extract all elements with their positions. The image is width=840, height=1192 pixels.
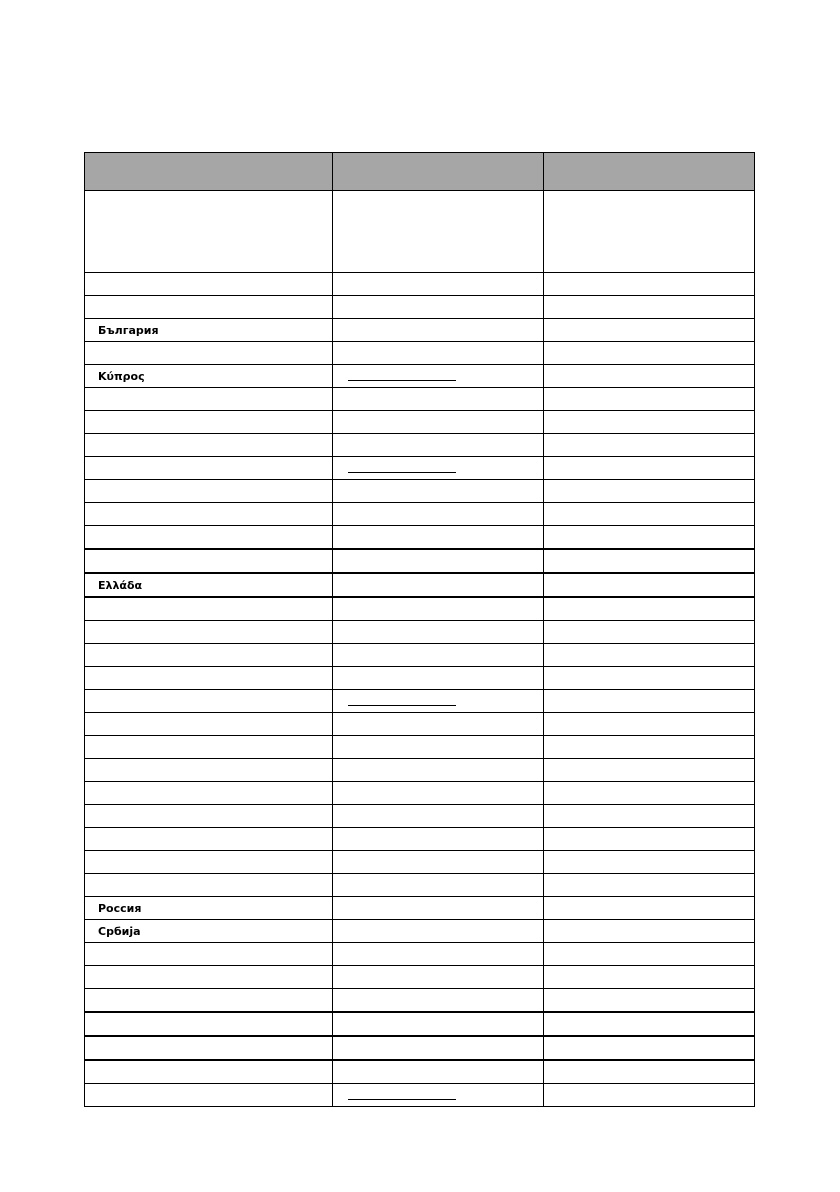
country-cell [85,457,333,480]
country-cell [85,1084,333,1107]
info-cell [544,713,755,736]
info-cell [544,296,755,319]
table-body [85,191,755,1107]
country-cell [85,1060,333,1084]
info-cell [544,273,755,296]
info-cell [544,1012,755,1036]
info-cell [544,690,755,713]
table-row [85,1036,755,1060]
contact-cell [333,388,544,411]
info-cell [544,897,755,920]
table-row [85,966,755,989]
info-cell [544,782,755,805]
table-row [85,897,755,920]
table-row [85,597,755,621]
contact-cell [333,365,544,388]
contact-cell [333,1060,544,1084]
country-table [84,152,755,1107]
table-row [85,388,755,411]
contact-cell [333,736,544,759]
table-row [85,851,755,874]
column-header-country [85,153,333,191]
country-cell [85,273,333,296]
info-cell [544,667,755,690]
table-row [85,621,755,644]
country-cell [85,1012,333,1036]
contact-cell [333,319,544,342]
table-row [85,319,755,342]
country-cell [85,782,333,805]
country-cell [85,1036,333,1060]
contact-cell [333,1084,544,1107]
table-row [85,1012,755,1036]
table-row [85,874,755,897]
contact-cell [333,1036,544,1060]
table-row [85,828,755,851]
country-cell [85,713,333,736]
contact-cell [333,690,544,713]
contact-cell [333,296,544,319]
table-row [85,503,755,526]
contact-cell [333,273,544,296]
info-cell [544,920,755,943]
contact-cell [333,782,544,805]
country-cell [85,989,333,1013]
info-cell [544,388,755,411]
info-cell [544,411,755,434]
info-cell [544,644,755,667]
table-row [85,920,755,943]
contact-cell [333,1012,544,1036]
country-cell [85,503,333,526]
contact-cell [333,342,544,365]
info-cell [544,342,755,365]
contact-cell [333,526,544,550]
info-cell [544,365,755,388]
table-row [85,759,755,782]
contact-cell [333,644,544,667]
contact-cell [333,920,544,943]
country-cell [85,597,333,621]
info-cell [544,736,755,759]
table-row [85,457,755,480]
contact-cell [333,828,544,851]
country-cell: Ελλάδα [85,573,333,597]
table-row [85,296,755,319]
hyperlink-underline[interactable] [348,372,456,381]
contact-cell [333,874,544,897]
country-cell [85,736,333,759]
hyperlink-underline[interactable] [348,1091,456,1100]
country-cell [85,759,333,782]
info-cell [544,943,755,966]
contact-cell [333,597,544,621]
contact-cell [333,434,544,457]
contact-cell [333,480,544,503]
info-cell [544,503,755,526]
info-cell [544,319,755,342]
contact-cell [333,897,544,920]
hyperlink-underline[interactable] [348,697,456,706]
country-cell [85,943,333,966]
country-cell [85,342,333,365]
country-cell [85,388,333,411]
contact-cell [333,549,544,573]
column-header-3 [544,153,755,191]
info-cell [544,526,755,550]
table-row [85,342,755,365]
table-row [85,713,755,736]
country-cell [85,480,333,503]
country-cell [85,667,333,690]
info-cell [544,597,755,621]
country-cell [85,434,333,457]
table-header-row [85,153,755,191]
table-row [85,480,755,503]
country-cell [85,805,333,828]
table-row [85,191,755,273]
info-cell [544,573,755,597]
contact-cell [333,966,544,989]
country-cell [85,191,333,273]
table-row [85,782,755,805]
info-cell [544,1060,755,1084]
country-cell: България [85,319,333,342]
contact-cell [333,503,544,526]
country-cell [85,644,333,667]
table-row [85,644,755,667]
contact-cell [333,573,544,597]
info-cell [544,1036,755,1060]
contact-cell [333,851,544,874]
country-cell: Россия [85,897,333,920]
info-cell [544,805,755,828]
country-cell [85,526,333,550]
table-row [85,805,755,828]
info-cell [544,191,755,273]
info-cell [544,989,755,1013]
country-cell [85,828,333,851]
info-cell [544,851,755,874]
column-header-2 [333,153,544,191]
info-cell [544,759,755,782]
table-row [85,1084,755,1107]
country-cell [85,411,333,434]
table-row [85,434,755,457]
country-cell [85,296,333,319]
table-row [85,573,755,597]
table-row [85,667,755,690]
contact-cell [333,759,544,782]
contact-cell [333,667,544,690]
info-cell [544,966,755,989]
contact-cell [333,191,544,273]
info-cell [544,621,755,644]
contact-cell [333,943,544,966]
info-cell [544,874,755,897]
table-row [85,943,755,966]
info-cell [544,1084,755,1107]
table-row [85,365,755,388]
table-row [85,690,755,713]
contact-cell [333,411,544,434]
country-cell [85,851,333,874]
country-cell: Κύπρος [85,365,333,388]
table-row [85,526,755,550]
table-row [85,736,755,759]
contact-cell [333,621,544,644]
contact-cell [333,805,544,828]
country-cell [85,874,333,897]
contact-cell [333,457,544,480]
contact-cell [333,713,544,736]
country-cell [85,690,333,713]
country-cell: Србија [85,920,333,943]
country-cell [85,549,333,573]
country-cell [85,621,333,644]
table-row [85,1060,755,1084]
table-row [85,411,755,434]
info-cell [544,457,755,480]
table-row [85,549,755,573]
contact-cell [333,989,544,1013]
country-cell [85,966,333,989]
table-row [85,989,755,1013]
info-cell [544,434,755,457]
info-cell [544,480,755,503]
hyperlink-underline[interactable] [348,464,456,473]
info-cell [544,549,755,573]
info-cell [544,828,755,851]
table-row [85,273,755,296]
